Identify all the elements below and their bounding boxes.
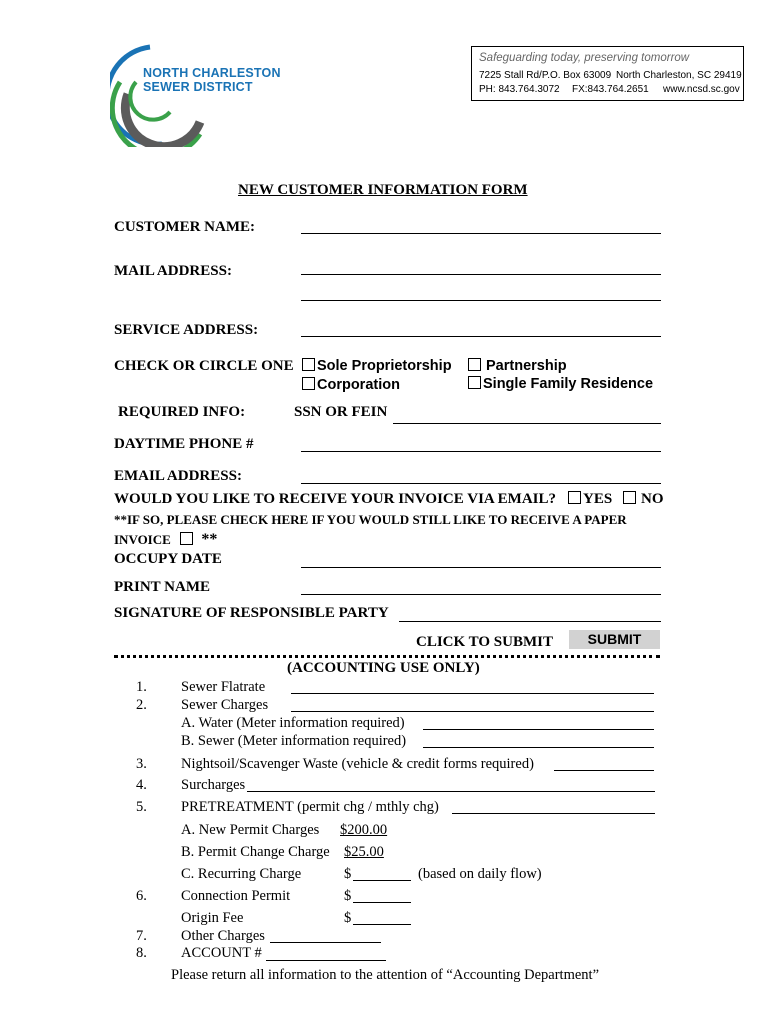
contact-box	[471, 46, 744, 101]
email-address-label: EMAIL ADDRESS:	[114, 468, 242, 484]
other-charges-field[interactable]	[270, 942, 381, 943]
daily-flow-note: (based on daily flow)	[418, 866, 542, 882]
print-name-label: PRINT NAME	[114, 579, 210, 595]
customer-name-field[interactable]	[301, 233, 661, 234]
sewer-meter-field[interactable]	[423, 747, 654, 748]
occupy-date-label: OCCUPY DATE	[114, 551, 222, 567]
surcharges-field[interactable]	[247, 791, 655, 792]
water-meter-label: A. Water (Meter information required)	[181, 715, 405, 731]
other-charges-label: Other Charges	[181, 928, 265, 944]
item-number: 8.	[136, 945, 147, 961]
signature-field[interactable]	[399, 621, 661, 622]
sewer-flatrate-field[interactable]	[291, 693, 654, 694]
item-number: 7.	[136, 928, 147, 944]
no-option[interactable]	[623, 491, 664, 508]
surcharges-label: Surcharges	[181, 777, 246, 793]
required-info-label: REQUIRED INFO:	[118, 404, 246, 420]
ssn-label: SSN OR FEIN	[294, 404, 388, 420]
checkbox[interactable]	[623, 491, 636, 504]
yes-label: YES	[583, 491, 613, 507]
paper-invoice-note: **IF SO, PLEASE CHECK HERE IF YOU WOULD STILL LIKE TO RECEIVE A PAPER	[114, 512, 627, 527]
account-number-label: ACCOUNT #	[181, 945, 262, 961]
website-link[interactable]: www.ncsd.sc.gov	[663, 84, 740, 95]
permit-change-amount: $25.00	[344, 844, 384, 860]
item-number: 2.	[136, 697, 147, 713]
address-left: 7225 Stall Rd/P.O. Box 63009	[479, 70, 612, 81]
pretreatment-label: PRETREATMENT (permit chg / mthly chg)	[181, 799, 439, 815]
dollar-sign: $	[344, 888, 352, 904]
item-number: 3.	[136, 756, 147, 772]
item-number: 4.	[136, 777, 147, 793]
checkbox[interactable]	[468, 358, 481, 371]
district-logo	[110, 42, 300, 147]
sewer-charges-label: Sewer Charges	[181, 697, 269, 713]
checkbox[interactable]	[180, 532, 193, 545]
item-number: 1.	[136, 679, 147, 695]
sewer-flatrate-label: Sewer Flatrate	[181, 679, 266, 695]
customer-name-label: CUSTOMER NAME:	[114, 219, 255, 235]
paper-invoice-option[interactable]	[114, 531, 217, 549]
mail-address-field-line2[interactable]	[301, 300, 661, 301]
checkbox[interactable]	[302, 358, 315, 371]
org-name-line2: SEWER DISTRICT	[143, 80, 253, 94]
item-number: 6.	[136, 888, 147, 904]
tagline: Safeguarding today, preserving tomorrow	[479, 52, 690, 64]
click-to-submit-label: CLICK TO SUBMIT	[416, 634, 553, 650]
logo-arcs-icon	[110, 42, 300, 147]
email-address-field[interactable]	[301, 483, 661, 484]
option-label: Sole Proprietorship	[317, 358, 452, 374]
service-address-field[interactable]	[301, 336, 661, 337]
option-partnership[interactable]	[468, 358, 567, 374]
invoice-word: INVOICE	[114, 532, 171, 547]
new-permit-amount: $200.00	[340, 822, 388, 838]
address-right: North Charleston, SC 29419	[616, 70, 742, 81]
permit-change-label: B. Permit Change Charge	[181, 844, 330, 860]
pretreatment-field[interactable]	[452, 813, 655, 814]
checkbox[interactable]	[302, 377, 315, 390]
footer-note: Please return all information to the attention of “Accounting Department”	[171, 967, 600, 983]
recurring-charge-label: C. Recurring Charge	[181, 866, 302, 882]
option-single-family-residence[interactable]	[468, 376, 653, 392]
dollar-sign: $	[344, 866, 352, 882]
no-label: NO	[641, 491, 664, 507]
option-sole-proprietorship[interactable]	[302, 358, 452, 374]
mail-address-label: MAIL ADDRESS:	[114, 263, 232, 279]
water-meter-field[interactable]	[423, 729, 654, 730]
account-number-field[interactable]	[266, 960, 386, 961]
divider	[114, 655, 660, 658]
fax-number: FX:843.764.2651	[572, 84, 649, 95]
connection-permit-label: Connection Permit	[181, 888, 291, 904]
option-corporation[interactable]	[302, 377, 400, 393]
form-title: NEW CUSTOMER INFORMATION FORM	[238, 182, 528, 198]
accounting-title: (ACCOUNTING USE ONLY)	[287, 660, 480, 676]
daytime-phone-label: DAYTIME PHONE #	[114, 436, 254, 452]
ssn-field[interactable]	[393, 423, 661, 424]
occupy-date-field[interactable]	[301, 567, 661, 568]
option-label: Corporation	[317, 377, 400, 393]
check-or-circle-label: CHECK OR CIRCLE ONE	[114, 358, 294, 374]
new-permit-label: A. New Permit Charges	[181, 822, 320, 838]
print-name-field[interactable]	[301, 594, 661, 595]
sewer-charges-field[interactable]	[291, 711, 654, 712]
phone-number: PH: 843.764.3072	[479, 84, 560, 95]
origin-fee-label: Origin Fee	[181, 910, 244, 926]
sewer-meter-label: B. Sewer (Meter information required)	[181, 733, 407, 749]
signature-label: SIGNATURE OF RESPONSIBLE PARTY	[114, 605, 389, 621]
option-label: Partnership	[486, 358, 567, 374]
mail-address-field-line1[interactable]	[301, 274, 661, 275]
checkbox[interactable]	[468, 376, 481, 389]
dollar-sign: $	[344, 910, 352, 926]
daytime-phone-field[interactable]	[301, 451, 661, 452]
item-number: 5.	[136, 799, 147, 815]
service-address-label: SERVICE ADDRESS:	[114, 322, 259, 338]
checkbox[interactable]	[568, 491, 581, 504]
origin-fee-field[interactable]	[353, 924, 411, 925]
connection-permit-field[interactable]	[353, 902, 411, 903]
recurring-charge-field[interactable]	[353, 880, 411, 881]
nightsoil-label: Nightsoil/Scavenger Waste (vehicle & credit forms required)	[181, 756, 534, 772]
option-label: Single Family Residence	[483, 376, 654, 392]
nightsoil-field[interactable]	[554, 770, 654, 771]
submit-button[interactable]: SUBMIT	[569, 630, 660, 649]
stars: **	[201, 531, 218, 548]
org-name-line1: NORTH CHARLESTON	[143, 66, 281, 80]
invoice-email-question: WOULD YOU LIKE TO RECEIVE YOUR INVOICE VIA EMAIL?	[114, 491, 557, 507]
yes-option[interactable]	[568, 491, 612, 508]
